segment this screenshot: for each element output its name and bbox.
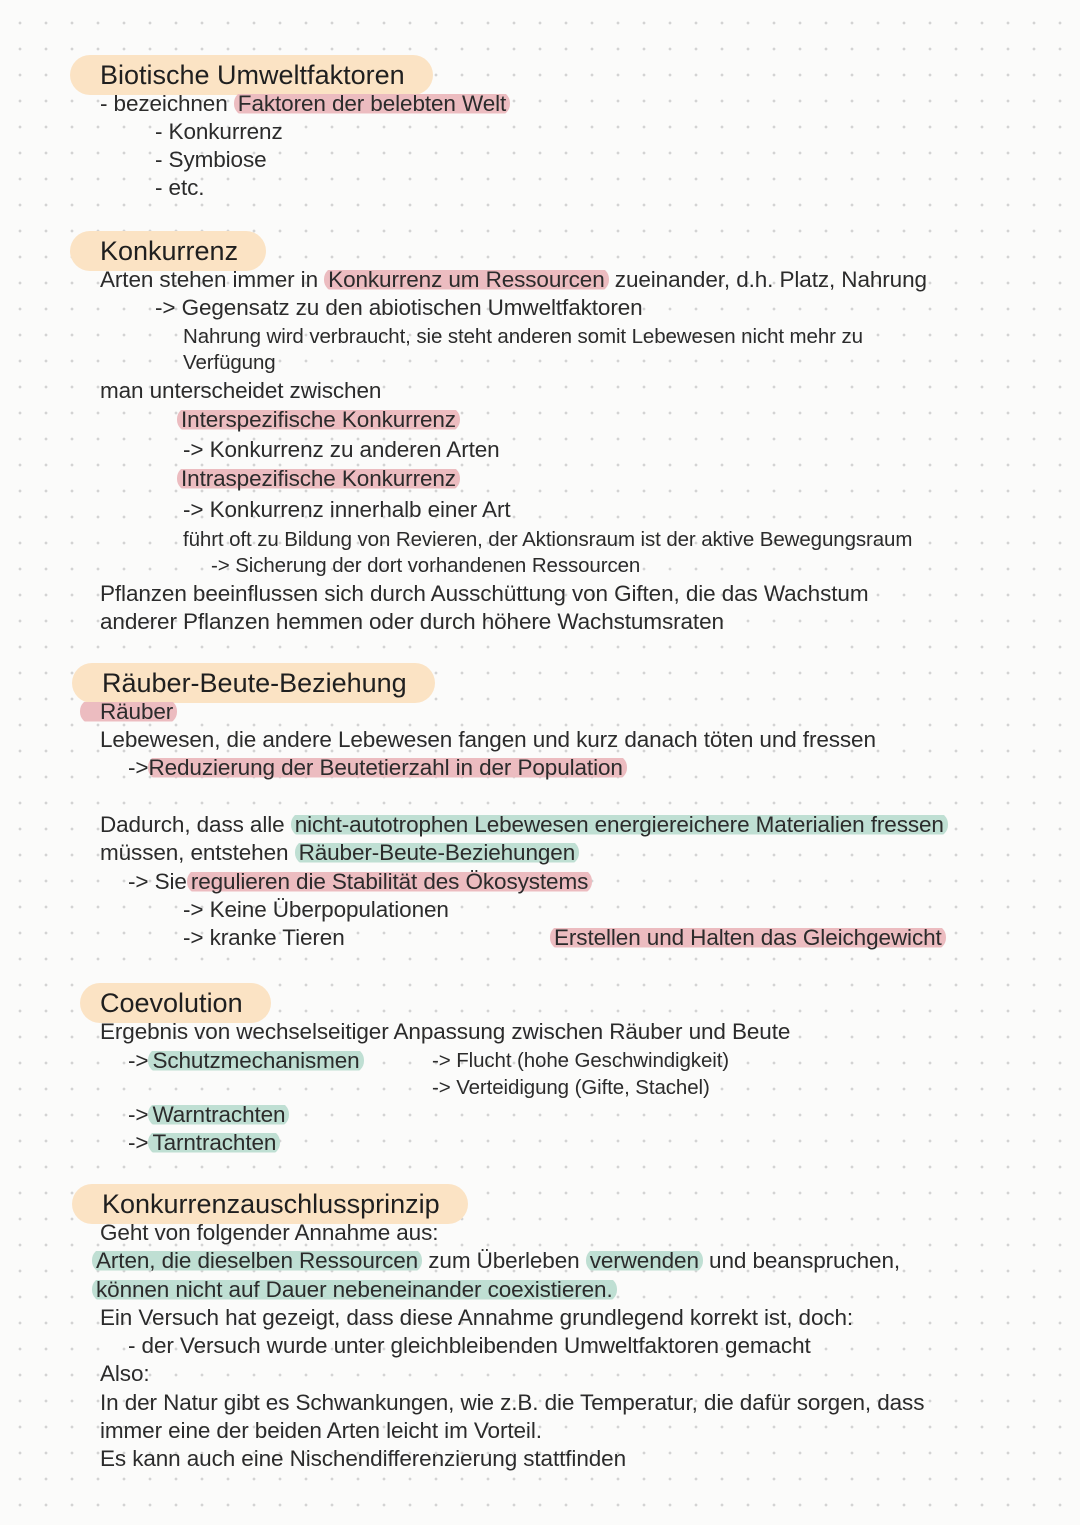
coevolution-line: -> Verteidigung (Gifte, Stachel) xyxy=(432,1076,710,1099)
list-item: - Konkurrenz xyxy=(155,119,283,144)
list-item: - etc. xyxy=(155,175,205,200)
subheading-intraspezifisch: Intraspezifische Konkurrenz xyxy=(177,465,460,493)
highlight-faktoren-belebte-welt: Faktoren der belebten Welt xyxy=(234,91,510,116)
konkurrenz-line: Arten stehen immer in Konkurrenz um Ressourcen zueinander, d.h. Platz, Nahrung xyxy=(100,267,927,292)
konkurrenz-line: -> Konkurrenz innerhalb einer Art xyxy=(183,497,511,522)
heading-biotische-umweltfaktoren: Biotische Umweltfaktoren xyxy=(70,55,433,95)
heading-konkurrenzauschlussprinzip: Konkurrenzauschlussprinzip xyxy=(72,1184,468,1224)
konkurrenz-line: -> Sicherung der dort vorhandenen Ressourcen xyxy=(211,554,641,577)
kap-line: Es kann auch eine Nischendifferenzierung stattfinden xyxy=(100,1446,626,1471)
raeuber-line: -> Keine Überpopulationen xyxy=(183,897,449,922)
raeuber-line: -> kranke Tieren xyxy=(183,925,345,950)
kap-line: können nicht auf Dauer nebeneinander coexistieren. xyxy=(92,1276,617,1304)
coevolution-line: -> Flucht (hohe Geschwindigkeit) xyxy=(432,1049,730,1072)
highlight-konkurrenz-ressourcen: Konkurrenz um Ressourcen xyxy=(324,267,608,292)
raeuber-line: ->Reduzierung der Beutetierzahl in der Population xyxy=(128,754,627,782)
konkurrenz-line: -> Gegensatz zu den abiotischen Umweltfaktoren xyxy=(155,295,643,320)
heading-raeuber-beute: Räuber-Beute-Beziehung xyxy=(72,663,435,703)
raeuber-line: -> Sie regulieren die Stabilität des Ökosystems xyxy=(128,868,592,896)
coevolution-line: -> Schutzmechanismen xyxy=(128,1047,364,1075)
konkurrenz-line: -> Konkurrenz zu anderen Arten xyxy=(183,437,500,462)
subheading-interspezifisch: Interspezifische Konkurrenz xyxy=(177,406,460,434)
coevolution-line: -> Tarntrachten xyxy=(128,1129,280,1157)
subheading-raeuber: Räuber xyxy=(80,698,177,726)
konkurrenz-line: führt oft zu Bildung von Revieren, der Aktionsraum ist der aktive Bewegungsraum xyxy=(183,528,913,551)
raeuber-line: müssen, entstehen Räuber-Beute-Beziehungen xyxy=(100,839,579,867)
konkurrenz-line: Pflanzen beeinflussen sich durch Ausschüttung von Giften, die das Wachstum xyxy=(100,581,869,606)
kap-line: Geht von folgender Annahme aus: xyxy=(100,1220,439,1245)
raeuber-line: Lebewesen, die andere Lebewesen fangen und kurz danach töten und fressen xyxy=(100,727,876,752)
highlight-gleichgewicht: Erstellen und Halten das Gleichgewicht xyxy=(550,924,946,952)
biotisch-definition: - bezeichnen Faktoren der belebten Welt xyxy=(100,90,510,118)
konkurrenz-line: Verfügung xyxy=(183,351,276,374)
konkurrenz-line: Nahrung wird verbraucht, sie steht anderen somit Lebewesen nicht mehr zu xyxy=(183,325,863,348)
coevolution-line: Ergebnis von wechselseitiger Anpassung zwischen Räuber und Beute xyxy=(100,1019,791,1044)
kap-line: Ein Versuch hat gezeigt, dass diese Annahme grundlegend korrekt ist, doch: xyxy=(100,1305,854,1330)
kap-line: Arten, die dieselben Ressourcen zum Überleben verwenden und beanspruchen, xyxy=(92,1247,900,1275)
heading-coevolution: Coevolution xyxy=(80,983,271,1023)
heading-konkurrenz: Konkurrenz xyxy=(70,231,266,271)
konkurrenz-line: anderer Pflanzen hemmen oder durch höhere Wachstumsraten xyxy=(100,609,724,634)
kap-line: In der Natur gibt es Schwankungen, wie z.B. die Temperatur, die dafür sorgen, dass xyxy=(100,1390,925,1415)
konkurrenz-line: man unterscheidet zwischen xyxy=(100,378,382,403)
raeuber-line: Dadurch, dass alle nicht-autotrophen Lebewesen energiereichere Materialien fressen xyxy=(100,811,948,839)
kap-line: - der Versuch wurde unter gleichbleibenden Umweltfaktoren gemacht xyxy=(128,1333,811,1358)
kap-line: Also: xyxy=(100,1361,150,1386)
list-item: - Symbiose xyxy=(155,147,267,172)
kap-line: immer eine der beiden Arten leicht im Vorteil. xyxy=(100,1418,542,1443)
coevolution-line: -> Warntrachten xyxy=(128,1101,289,1129)
